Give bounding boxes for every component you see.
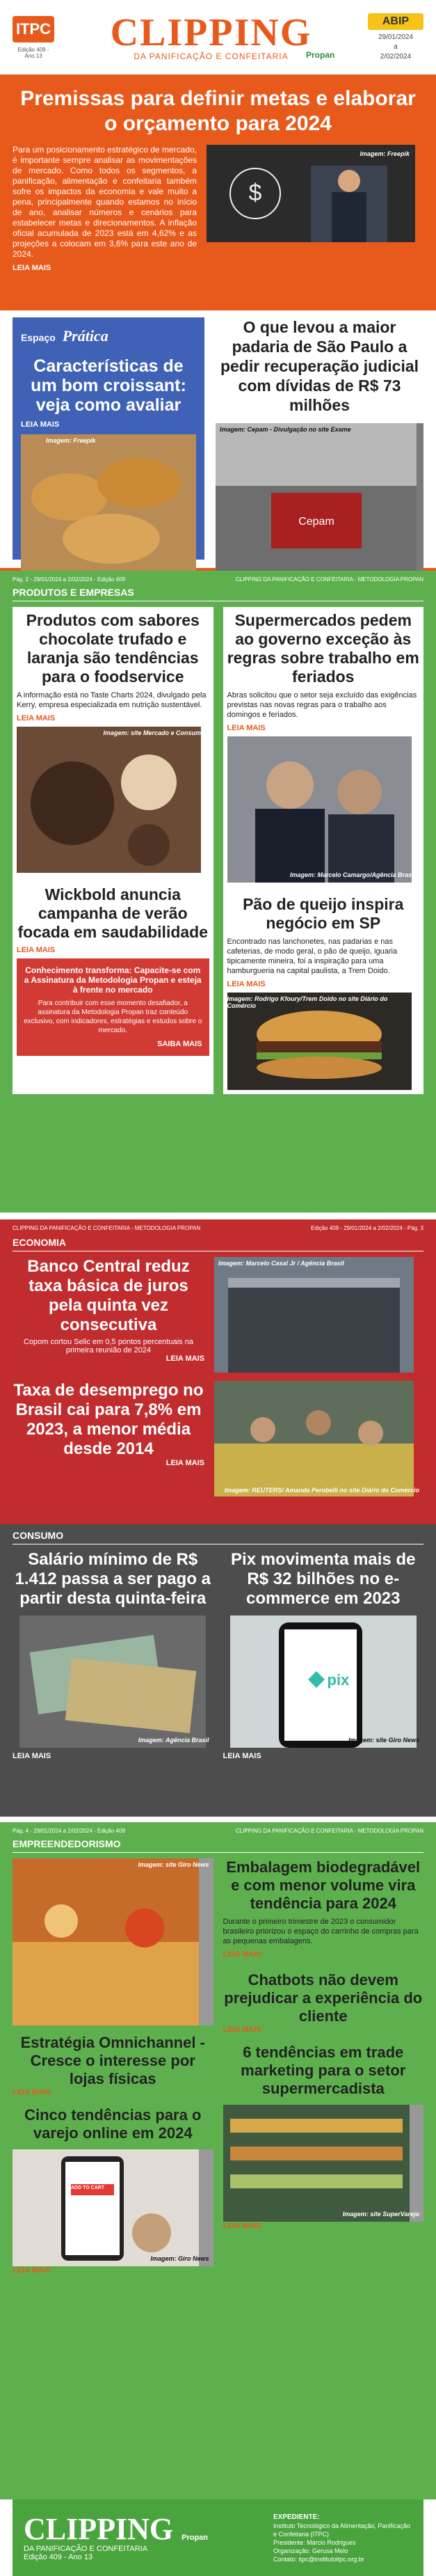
padaria-title[interactable]: O que levou a maior padaria de São Paulo a pedir recuperação judicial com dívidas de R$ 73 milhões — [220, 318, 419, 414]
croissant-title[interactable]: Características de um bom croissant: veja como avaliar — [31, 356, 186, 415]
footer-subtitle: DA PANIFICAÇÃO E CONFEITARIA — [24, 2545, 148, 2553]
notice-body: Para contribuir com esse momento desafiador, a assinatura da Metodologia Propan traz conteúdo exclusivo, com indicadores, estratégias e estudos sobre o mercado. — [24, 999, 202, 1034]
header — [0, 0, 436, 77]
loja-image[interactable] — [13, 1858, 213, 2025]
feature-leia-mais-link[interactable]: LEIA MAIS — [13, 264, 51, 272]
band-right: CLIPPING DA PANIFICAÇÃO E CONFEITARIA - METODOLOGIA PROPAN — [235, 1828, 423, 1834]
feature-body: Para um posicionamento estratégico de mercado, é importante sempre analisar as movimentações de mercado. Como todos os segmentos, a panificação, alimentação e confeitaria também sofre os impactos da economia e vale muito a pena, principalmente quando estamos no início de ano, analisar números e cenários para estabelecer metas e direcionamentos. A inflação oficial acumulada de 2023 está em 4,62% e as projeções a colocam em 3,6% para este ano de 2024. — [13, 145, 197, 259]
abip-block — [368, 13, 423, 62]
desemprego-title[interactable]: Taxa de desemprego no Brasil cai para 7,8% em 2023, a menor média desde 2014 — [13, 1381, 204, 1458]
page-band — [13, 1225, 423, 1231]
page-band — [13, 1828, 423, 1834]
trade-image[interactable] — [223, 2105, 424, 2222]
salario-title[interactable]: Salário mínimo de R$ 1.412 passa a ser pago a partir desta quinta-feira — [15, 1550, 211, 1608]
footer-brand — [24, 2514, 173, 2561]
salario-image[interactable] — [13, 1615, 213, 1748]
propan-logo: Propan — [306, 50, 335, 60]
svg-text:Cepam: Cepam — [298, 516, 334, 528]
produtos-empresas-section — [0, 571, 436, 1212]
desemprego-credit: Imagem: REUTERS/ Amanda Perobelli no site Diário do Comércio — [224, 1487, 419, 1494]
money-bulb-image[interactable] — [207, 145, 415, 242]
empreendedorismo-section — [0, 1817, 436, 2499]
expediente-title: EXPEDIENTE: — [273, 2513, 320, 2521]
chatbots-title[interactable]: Chatbots não devem prejudicar a experiência do cliente — [224, 1971, 423, 2025]
varejo-online-title[interactable]: Cinco tendências para o varejo online em 2024 — [24, 2106, 202, 2142]
croissant-image-credit: Imagem: Freepik — [46, 437, 96, 444]
banco-central-image[interactable] — [214, 1257, 423, 1373]
itpc-logo-text: ITPC — [13, 16, 54, 42]
add-to-cart-label: ADD TO CART — [71, 2186, 105, 2190]
supermercados-image-credit: Imagem: Marcelo Camargo/Agência Brasil — [289, 871, 415, 878]
date-end: 2/02/2024 — [380, 52, 412, 61]
left-column — [13, 1858, 213, 2275]
right-column — [223, 1858, 424, 2275]
page-band — [13, 576, 423, 583]
burger-image[interactable] — [227, 993, 420, 1090]
edition-label: Edição 409 - Ano 13 — [17, 46, 49, 59]
pix-leia-mais-link[interactable]: LEIA MAIS — [223, 1752, 261, 1760]
pix-title[interactable]: Pix movimenta mais de R$ 32 bilhões no e-commerce em 2023 — [231, 1550, 416, 1608]
feature-article — [0, 77, 436, 310]
chocolate-title[interactable]: Produtos com sabores chocolate trufado e laranja são tendências para o foodservice — [26, 611, 200, 686]
paodequeijo-body: Encontrado nas lanchonetes, nas padarias e nas cafeterias, de modo geral, o pão de queijo, iguaria tipicamente mineira, foi a inspiração para uma hamburgueria na capital paulista, a Trem Doido. — [227, 938, 398, 975]
section-title: ECONOMIA — [13, 1237, 423, 1251]
footer-propan-logo: Propan — [181, 2534, 209, 2542]
omnichannel-title[interactable]: Estratégia Omnichannel - Cresce o interesse por lojas físicas — [20, 2034, 205, 2087]
croissant-leia-mais-link[interactable]: LEIA MAIS — [21, 420, 60, 429]
padaria-card — [216, 317, 423, 561]
padaria-image-credit: Imagem: Cepam - Divulgação no site Exame — [220, 426, 351, 433]
wickbold-leia-mais-link[interactable]: LEIA MAIS — [17, 946, 56, 954]
band-right: CLIPPING DA PANIFICAÇÃO E CONFEITARIA - METODOLOGIA PROPAN — [235, 576, 423, 583]
footer-title: CLIPPING — [24, 2512, 174, 2546]
propan-notice — [17, 958, 209, 1056]
pix-image[interactable] — [223, 1615, 424, 1748]
band-left: CLIPPING DA PANIFICAÇÃO E CONFEITARIA - METODOLOGIA PROPAN — [13, 1225, 201, 1231]
cart-credit: Imagem: Giro News — [150, 2255, 209, 2262]
paodequeijo-leia-mais-link[interactable]: LEIA MAIS — [227, 980, 266, 988]
expediente-line: Instituto Tecnológico da Alimentação, Panificação e Confeitaria (ITPC) — [273, 2522, 410, 2538]
salario-credit: Imagem: Agência Brasil — [138, 1737, 209, 1744]
juros-body: Copom cortou Selic em 0,5 pontos percentuais na primeira reunião de 2024 — [24, 1338, 193, 1354]
chocolate-image[interactable] — [17, 727, 209, 873]
saiba-mais-link[interactable]: SAIBA MAIS — [157, 1040, 202, 1048]
band-right: Edição 409 - 29/01/2024 a 2/02/2024 - Pág. 3 — [311, 1225, 423, 1231]
chocolate-article — [13, 607, 213, 1094]
padaria-image[interactable] — [216, 423, 423, 576]
pix-article — [223, 1550, 424, 1760]
expediente — [273, 2513, 412, 2563]
espaco-label: Espaço — [21, 332, 56, 343]
juros-leia-mais-link[interactable]: LEIA MAIS — [165, 1354, 204, 1363]
chocolate-image-credit: Imagem: site Mercado e Consumo — [103, 729, 205, 736]
svg-text:$: $ — [248, 180, 262, 206]
consumo-section — [0, 1524, 436, 1817]
chocolate-body: A informação está no Taste Charts 2024, divulgado pela Kerry, empresa especializada em nutrição sustentável. — [17, 691, 207, 709]
second-row — [0, 310, 436, 571]
clipping-title: CLIPPING — [110, 10, 312, 54]
date-sep: a — [394, 42, 398, 51]
band-left: Pág. 4 - 29/01/2024 a 2/02/2024 - Edição 409 — [13, 1828, 125, 1834]
wickbold-title[interactable]: Wickbold anuncia campanha de verão focada em saudabilidade — [17, 885, 209, 941]
desemprego-image[interactable] — [214, 1381, 423, 1496]
chocolate-leia-mais-link[interactable]: LEIA MAIS — [17, 714, 56, 722]
supermercados-leia-mais-link[interactable]: LEIA MAIS — [227, 724, 266, 732]
band-left: Pág. 2 - 29/01/2024 a 2/02/2024 - Edição 409 — [13, 576, 125, 583]
trade-credit: Imagem: site SuperVarejo — [342, 2211, 419, 2218]
feature-title[interactable]: Premissas para definir metas e elaborar o orçamento para 2024 — [20, 87, 416, 135]
croissant-image[interactable] — [21, 434, 196, 571]
salario-leia-mais-link[interactable]: LEIA MAIS — [13, 1752, 51, 1760]
date-start: 29/01/2024 — [378, 33, 414, 41]
paodequeijo-title[interactable]: Pão de queijo inspira negócio em SP — [243, 895, 404, 932]
loja-credit: Imagem: site Giro News — [138, 1861, 209, 1868]
pix-credit: Imagem: site Giro News — [348, 1737, 419, 1744]
notice-title: Conhecimento transforma: Capacite-se com a Assinatura da Metodologia Propan e esteja à frente no mercado — [24, 965, 202, 995]
burger-image-credit: Imagem: Rodrigo Kfoury/Trem Doido no site Diário do Comércio — [227, 995, 388, 1009]
supermercados-image[interactable] — [227, 736, 420, 883]
supermercados-title[interactable]: Supermercados pedem ao governo exceção às regras sobre trabalho em feriados — [227, 611, 419, 686]
pix-logo: pix — [327, 1671, 350, 1689]
section-title: CONSUMO — [13, 1530, 423, 1544]
clipping-subtitle: DA PANIFICAÇÃO E CONFEITARIA — [134, 51, 289, 61]
embalagem-title[interactable]: Embalagem biodegradável e com menor volume vira tendência para 2024 — [226, 1858, 421, 1912]
supermercados-article — [223, 607, 424, 1094]
chatbots-leia-mais-link[interactable]: LEIA MAIS — [223, 2025, 261, 2034]
abip-logo: ABIP — [368, 13, 423, 30]
section-title: PRODUTOS E EMPRESAS — [13, 587, 423, 601]
supermercados-body: Abras solicitou que o setor seja excluído das exigências previstas nas novas regras para o trabalho aos domingos e feriados. — [227, 691, 417, 719]
embalagem-leia-mais-link[interactable]: LEIA MAIS — [223, 1950, 261, 1959]
banco-central-credit: Imagem: Marcelo Casal Jr / Agência Brasil — [218, 1260, 344, 1267]
desemprego-leia-mais-link[interactable]: LEIA MAIS — [165, 1459, 204, 1467]
feature-image-credit: Imagem: Freepik — [360, 150, 410, 157]
espaco-pratica-card — [13, 317, 204, 560]
trade-marketing-leia-mais-link[interactable]: LEIA MAIS — [223, 2222, 261, 2230]
pratica-label: Prática — [62, 327, 108, 345]
expediente-line: Presidente: Márcio Rodrigues — [273, 2538, 356, 2546]
juros-title[interactable]: Banco Central reduz taxa básica de juros pela quinta vez consecutiva — [27, 1257, 190, 1334]
footer — [13, 2499, 423, 2576]
embalagem-body: Durante o primeiro trimestre de 2023 o consumidor brasileiro priorizou o espaço do carrinho de compras para as pequenas embalagens. — [223, 1918, 419, 1945]
expediente-contact[interactable]: Contato: itpc@institutoitpc.org.br — [273, 2555, 364, 2563]
footer-edition: Edição 409 - Ano 13 — [24, 2553, 93, 2561]
omnichannel-leia-mais-link[interactable]: LEIA MAIS — [13, 2088, 51, 2096]
section-title: EMPREENDEDORISMO — [13, 1838, 423, 1853]
espaco-pratica-heading — [21, 327, 196, 345]
salario-article — [13, 1550, 213, 1760]
itpc-logo — [13, 16, 54, 59]
economia-section — [0, 1212, 436, 1524]
trade-marketing-title[interactable]: 6 tendências em trade marketing para o setor supermercadista — [241, 2044, 406, 2097]
varejo-online-leia-mais-link[interactable]: LEIA MAIS — [13, 2266, 51, 2275]
expediente-line: Organização: Gerusa Melo — [273, 2547, 348, 2554]
cart-image[interactable] — [13, 2149, 213, 2266]
date-range — [368, 33, 423, 62]
